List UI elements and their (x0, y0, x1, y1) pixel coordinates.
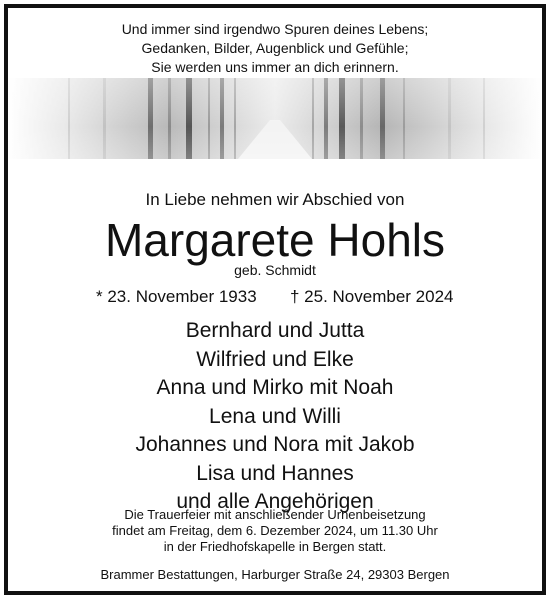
service-line: findet am Freitag, dem 6. Dezember 2024, um 11.30 Uhr (112, 523, 438, 538)
intro-text: In Liebe nehmen wir Abschied von (145, 190, 405, 209)
obituary-card (4, 4, 546, 595)
mourner-line: Lisa und Hannes (196, 461, 354, 485)
undertaker-info: Brammer Bestattungen, Harburger Straße 24, 29303 Bergen (100, 567, 450, 582)
poem (8, 20, 542, 77)
mourner-line: Johannes und Nora mit Jakob (135, 433, 415, 456)
mourner-line: Lena und Willi (209, 404, 341, 428)
maiden-name: geb. Schmidt (234, 262, 316, 278)
mourner-line: Anna und Mirko mit Noah (156, 376, 394, 399)
death-date: † 25. November 2024 (290, 287, 454, 306)
service-details (8, 507, 542, 555)
poem-line: Sie werden uns immer an dich erinnern. (151, 59, 399, 75)
mourner-line: Bernhard und Jutta (185, 319, 365, 342)
mourner-line: Wilfried und Elke (196, 347, 354, 371)
service-line: Die Trauerfeier mit anschließender Urnenbeisetzung (124, 507, 426, 522)
service-line: in der Friedhofskapelle in Bergen statt. (163, 539, 387, 554)
mourners-list (8, 317, 542, 517)
forest-photo (8, 78, 542, 159)
mourner-line: und alle Angehörigen (176, 490, 374, 513)
poem-line: Und immer sind irgendwo Spuren deines Lebens; (121, 21, 429, 37)
deceased-name: Margarete Hohls (104, 214, 446, 266)
poem-line: Gedanken, Bilder, Augenblick und Gefühle; (141, 40, 409, 56)
birth-date: * 23. November 1933 (96, 287, 257, 306)
